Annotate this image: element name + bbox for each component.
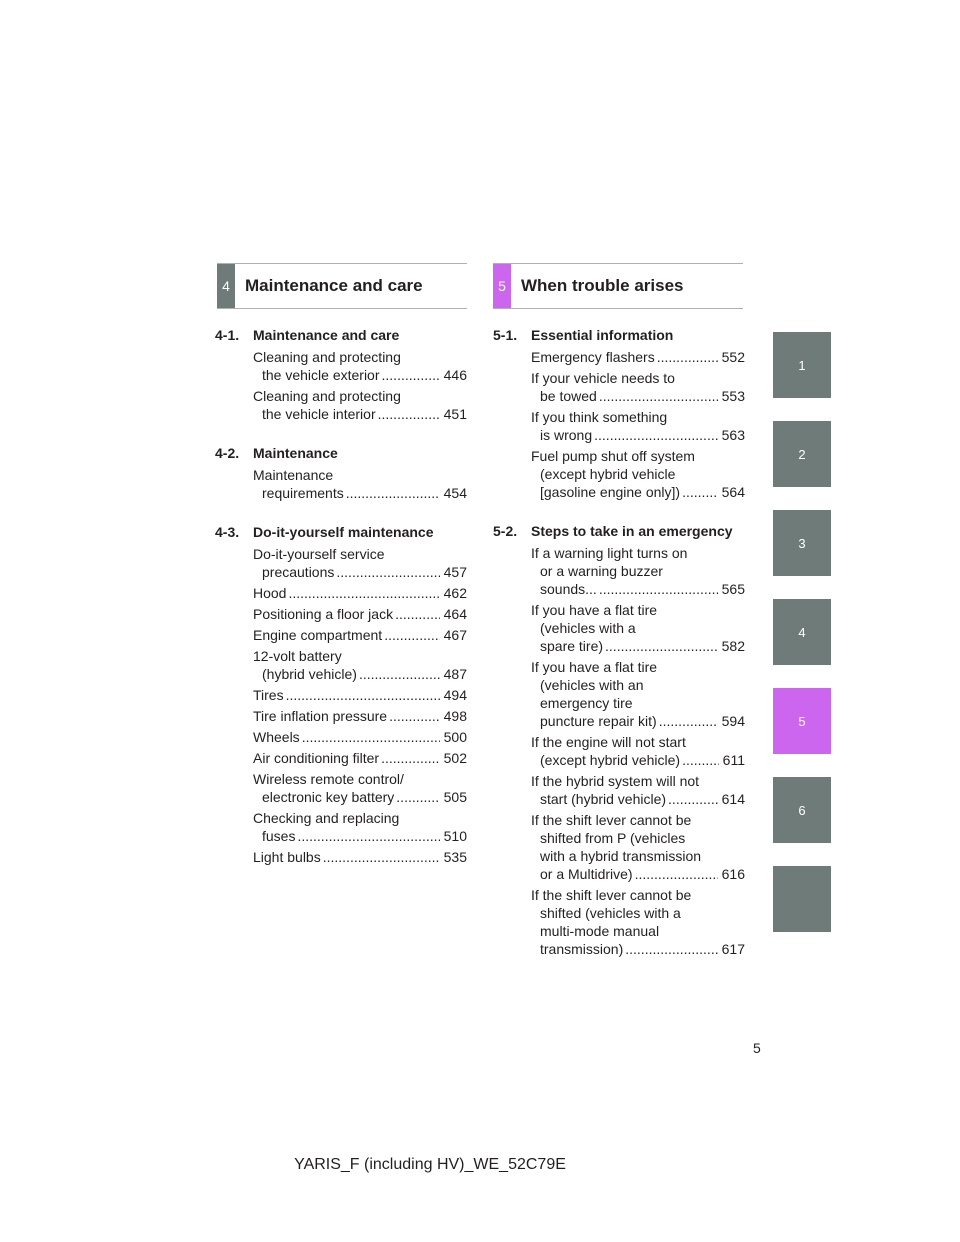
entry-line — [531, 348, 745, 366]
entry-line — [253, 605, 467, 623]
entry-label: or a warning buzzer — [540, 563, 663, 579]
toc-entry[interactable] — [253, 809, 467, 845]
entry-line — [531, 658, 745, 676]
entry-line — [531, 790, 745, 808]
chapter-5-contents — [493, 326, 745, 979]
entry-line — [531, 601, 745, 619]
entry-page-number: 553 — [721, 388, 745, 404]
entry-label: Fuel pump shut off system — [531, 448, 695, 464]
dot-leader — [594, 426, 718, 444]
toc-section — [215, 326, 467, 423]
entry-page-number: 505 — [443, 789, 467, 805]
entry-label: Maintenance — [253, 467, 334, 483]
entry-page-number: 616 — [721, 866, 745, 882]
entry-page-number: 494 — [443, 687, 467, 703]
dot-leader — [625, 940, 717, 958]
entry-line — [531, 733, 745, 751]
entry-page-number: 467 — [443, 627, 467, 643]
entry-label: If you have a flat tire — [531, 602, 658, 618]
entry-label: (vehicles with an — [540, 677, 644, 693]
side-tab[interactable]: 3 — [773, 510, 831, 576]
entry-label: with a hybrid transmission — [540, 848, 702, 864]
dot-leader — [605, 637, 718, 655]
entry-label: emergency tire — [540, 695, 633, 711]
section-heading — [215, 326, 467, 344]
section-title: Essential information — [531, 327, 674, 343]
dot-leader — [682, 483, 718, 501]
entry-line — [253, 563, 467, 581]
side-tab[interactable]: 5 — [773, 688, 831, 754]
entry-label: If the shift lever cannot be — [531, 812, 692, 828]
entry-line — [253, 545, 467, 563]
side-tab[interactable]: 1 — [773, 332, 831, 398]
dot-leader — [599, 580, 718, 598]
side-tab[interactable]: 2 — [773, 421, 831, 487]
section-title: Do-it-yourself maintenance — [253, 524, 434, 540]
entry-label: shifted (vehicles with a — [540, 905, 681, 921]
toc-entry[interactable] — [531, 544, 745, 598]
entry-line — [253, 770, 467, 788]
entry-line — [531, 886, 745, 904]
entry-line — [531, 811, 745, 829]
entry-label: (vehicles with a — [540, 620, 636, 636]
entry-line — [531, 483, 745, 501]
entry-line — [253, 749, 467, 767]
toc-entry[interactable] — [531, 601, 745, 655]
chapter-4-header — [217, 263, 467, 309]
chapter-5-header — [493, 263, 743, 309]
section-number: 5-2. — [493, 523, 518, 539]
chapter-number: 5 — [493, 264, 511, 308]
section-number: 4-3. — [215, 524, 240, 540]
dot-leader — [659, 712, 718, 730]
entry-label: be towed — [540, 388, 597, 404]
entry-label: electronic key battery — [262, 789, 395, 805]
entry-label: is wrong — [540, 427, 593, 443]
footer — [0, 1156, 960, 1174]
entry-label: puncture repair kit) — [540, 713, 657, 729]
entry-page-number: 487 — [443, 666, 467, 682]
entry-line — [253, 484, 467, 502]
entry-line — [531, 694, 745, 712]
section-title: Maintenance — [253, 445, 338, 461]
entry-page-number: 464 — [443, 606, 467, 622]
entry-line — [531, 447, 745, 465]
entry-label: 12-volt battery — [253, 648, 342, 664]
entry-page-number: 454 — [443, 485, 467, 501]
entry-page-number: 611 — [722, 752, 745, 768]
entry-label: Light bulbs — [253, 849, 321, 865]
entry-label: Cleaning and protecting — [253, 388, 401, 404]
entry-label: If the engine will not start — [531, 734, 686, 750]
dot-leader — [381, 749, 440, 767]
dot-leader — [682, 751, 719, 769]
entry-label: Wireless remote control/ — [253, 771, 404, 787]
entry-line — [531, 619, 745, 637]
section-heading — [215, 444, 467, 462]
entry-line — [253, 466, 467, 484]
entry-label: If your vehicle needs to — [531, 370, 675, 386]
side-tab[interactable]: 4 — [773, 599, 831, 665]
entry-label: transmission) — [540, 941, 624, 957]
entry-line — [253, 348, 467, 366]
toc-entry[interactable] — [531, 733, 745, 769]
entry-line — [531, 712, 745, 730]
entry-label: multi-mode manual — [540, 923, 660, 939]
entry-line — [253, 647, 467, 665]
entry-label: Wheels — [253, 729, 300, 745]
dot-leader — [297, 827, 439, 845]
toc-entry[interactable] — [253, 387, 467, 423]
toc-entry[interactable] — [531, 348, 745, 366]
toc-section — [215, 523, 467, 866]
dot-leader — [599, 387, 718, 405]
entry-label: (hybrid vehicle) — [262, 666, 357, 682]
entry-page-number: 510 — [443, 828, 467, 844]
dot-leader — [323, 848, 440, 866]
entry-label: precautions — [262, 564, 335, 580]
entry-line — [253, 707, 467, 725]
side-tab[interactable]: 6 — [773, 777, 831, 843]
dot-leader — [389, 707, 440, 725]
entry-line — [531, 562, 745, 580]
entry-label: shifted from P (vehicles — [540, 830, 686, 846]
section-number: 4-1. — [215, 327, 240, 343]
entry-label: fuses — [262, 828, 296, 844]
side-tab[interactable] — [773, 866, 831, 932]
entry-line — [531, 829, 745, 847]
entry-label: [gasoline engine only]) — [540, 484, 681, 500]
section-heading — [215, 523, 467, 541]
entry-label: (except hybrid vehicle — [540, 466, 676, 482]
dot-leader — [395, 605, 440, 623]
entry-label: Positioning a floor jack — [253, 606, 394, 622]
toc-entry[interactable] — [531, 447, 745, 501]
entry-page-number: 552 — [721, 349, 745, 365]
entry-label: Tire inflation pressure — [253, 708, 388, 724]
entry-label: (except hybrid vehicle) — [540, 752, 681, 768]
entry-line — [531, 940, 745, 958]
entry-line — [531, 772, 745, 790]
entry-line — [253, 584, 467, 602]
entry-label: or a Multidrive) — [540, 866, 633, 882]
entry-page-number: 457 — [443, 564, 467, 580]
entry-line — [253, 728, 467, 746]
entry-label: requirements — [262, 485, 344, 501]
dot-leader — [336, 563, 439, 581]
dot-leader — [657, 348, 718, 366]
entry-label: Hood — [253, 585, 287, 601]
toc-entry[interactable] — [253, 348, 467, 384]
toc-section — [493, 326, 745, 501]
toc-entry[interactable] — [531, 811, 745, 883]
entry-page-number: 563 — [721, 427, 745, 443]
entry-label: spare tire) — [540, 638, 604, 654]
entry-label: Engine compartment — [253, 627, 383, 643]
toc-entry[interactable] — [253, 707, 467, 725]
toc-entry[interactable] — [531, 408, 745, 444]
entry-line — [253, 405, 467, 423]
entry-line — [253, 366, 467, 384]
toc-entry[interactable] — [253, 848, 467, 866]
entry-line — [253, 387, 467, 405]
chapter-number: 4 — [217, 264, 235, 308]
entry-line — [531, 544, 745, 562]
toc-entry[interactable] — [253, 584, 467, 602]
entry-page-number: 617 — [721, 941, 745, 957]
entry-line — [253, 848, 467, 866]
section-heading — [493, 326, 745, 344]
entry-page-number: 582 — [721, 638, 745, 654]
entry-line — [531, 637, 745, 655]
toc-entry[interactable] — [253, 647, 467, 683]
entry-page-number: 565 — [721, 581, 745, 597]
entry-label: If the hybrid system will not — [531, 773, 700, 789]
entry-label: sounds... — [540, 581, 597, 597]
entry-line — [531, 865, 745, 883]
footer-text: YARIS_F (including HV)_WE_52C79E — [294, 1156, 566, 1173]
toc-section — [215, 444, 467, 502]
chapter-title: When trouble arises — [521, 276, 684, 295]
entry-page-number: 535 — [443, 849, 467, 865]
entry-line — [531, 369, 745, 387]
dot-leader — [302, 728, 440, 746]
toc-entry[interactable] — [531, 772, 745, 808]
dot-leader — [382, 366, 440, 384]
toc-entry[interactable] — [531, 369, 745, 405]
toc-entry[interactable] — [253, 749, 467, 767]
entry-line — [531, 847, 745, 865]
dot-leader — [288, 584, 439, 602]
entry-line — [531, 408, 745, 426]
entry-label: If a warning light turns on — [531, 545, 688, 561]
entry-label: Checking and replacing — [253, 810, 400, 826]
toc-entry[interactable] — [253, 605, 467, 623]
dot-leader — [378, 405, 440, 423]
toc-entry[interactable] — [531, 886, 745, 958]
entry-page-number: 614 — [721, 791, 745, 807]
entry-label: start (hybrid vehicle) — [540, 791, 667, 807]
toc-entry[interactable] — [253, 626, 467, 644]
entry-line — [253, 827, 467, 845]
entry-page-number: 451 — [443, 406, 467, 422]
entry-page-number: 594 — [721, 713, 745, 729]
entry-label: the vehicle exterior — [262, 367, 380, 383]
dot-leader — [346, 484, 440, 502]
dot-leader — [286, 686, 440, 704]
entry-page-number: 462 — [443, 585, 467, 601]
entry-page-number: 564 — [721, 484, 745, 500]
section-heading — [493, 522, 745, 540]
page-number: 5 — [753, 1040, 761, 1056]
toc-entry[interactable] — [253, 545, 467, 581]
toc-entry[interactable] — [253, 466, 467, 502]
entry-page-number: 498 — [443, 708, 467, 724]
entry-line — [253, 626, 467, 644]
dot-leader — [668, 790, 718, 808]
entry-label: If the shift lever cannot be — [531, 887, 692, 903]
entry-label: Do-it-yourself service — [253, 546, 385, 562]
section-title: Steps to take in an emergency — [531, 523, 733, 539]
entry-line — [253, 665, 467, 683]
toc-entry[interactable] — [253, 770, 467, 806]
entry-label: Air conditioning filter — [253, 750, 380, 766]
entry-label: If you think something — [531, 409, 668, 425]
entry-line — [253, 809, 467, 827]
entry-label: the vehicle interior — [262, 406, 376, 422]
dot-leader — [384, 626, 439, 644]
entry-line — [531, 465, 745, 483]
entry-line — [531, 904, 745, 922]
entry-line — [531, 580, 745, 598]
entry-page-number: 500 — [443, 729, 467, 745]
entry-line — [531, 387, 745, 405]
section-title: Maintenance and care — [253, 327, 400, 343]
entry-line — [253, 788, 467, 806]
entry-label: Emergency flashers — [531, 349, 655, 365]
entry-label: If you have a flat tire — [531, 659, 658, 675]
entry-page-number: 446 — [443, 367, 467, 383]
toc-section — [493, 522, 745, 958]
chapter-title: Maintenance and care — [245, 276, 423, 295]
toc-entry[interactable] — [253, 686, 467, 704]
entry-line — [531, 426, 745, 444]
entry-line — [531, 751, 745, 769]
entry-label: Cleaning and protecting — [253, 349, 401, 365]
dot-leader — [635, 865, 718, 883]
entry-page-number: 502 — [443, 750, 467, 766]
entry-line — [253, 686, 467, 704]
dot-leader — [396, 788, 439, 806]
toc-entry[interactable] — [253, 728, 467, 746]
dot-leader — [359, 665, 440, 683]
section-number: 4-2. — [215, 445, 240, 461]
toc-entry[interactable] — [531, 658, 745, 730]
entry-line — [531, 922, 745, 940]
entry-label: Tires — [253, 687, 284, 703]
chapter-4-contents — [215, 326, 467, 887]
entry-line — [531, 676, 745, 694]
section-number: 5-1. — [493, 327, 518, 343]
